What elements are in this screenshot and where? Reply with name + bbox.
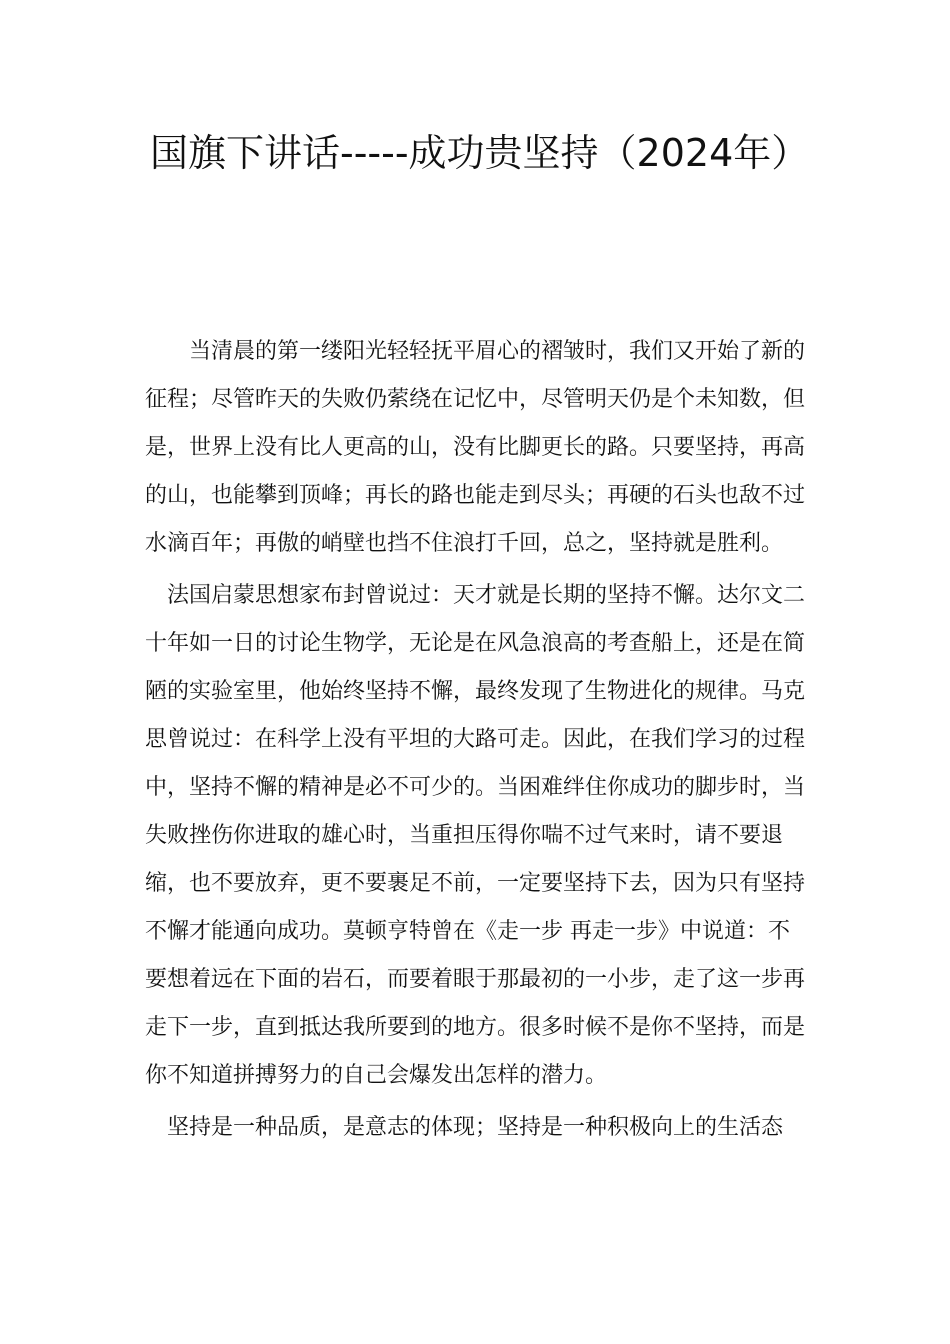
paragraph-3: 坚持是一种品质，是意志的体现；坚持是一种积极向上的生活态 [167,1115,784,1140]
document-title: 国旗下讲话-----成功贵坚持（2024年） [150,131,810,175]
paragraph-2: 法国启蒙思想家布封曾说过：天才就是长期的坚持不懈。达尔文二十年如一日的讨论生物学，无论是在风急浪高的考查船上，还是在简陋的实验室里，他始终坚持不懈，最终发现了生物进化的规律。马克思曾说过：在科学上没有平坦的大路可走。因此，在我们学习的过程中，坚持不懈的精神是必不可少的。当困难绊住你成功的脚步时，当失败挫伤你进取的雄心时，当重担压得你喘不过气来时，请不要退缩，也不要放弃，更不要裹足不前，一定要坚持下去，因为只有坚持不懈才能通向成功。莫顿亨特曾在《走一步 再走一步》中说道：不要想着远在下面的岩石，而要着眼于那最初的一小步，走了这一步再走下一步，直到抵达我所要到的地方。很多时候不是你不坚持，而是你不知道拼搏努力的自己会爆发出怎样的潜力。 [145,583,806,1088]
paragraph-1: 当清晨的第一缕阳光轻轻抚平眉心的褶皱时，我们又开始了新的征程；尽管昨天的失败仍萦绕在记忆中，尽管明天仍是个未知数，但是，世界上没有比人更高的山，没有比脚更长的路。只要坚持，再高的山，也能攀到顶峰；再长的路也能走到尽头；再硬的石头也敌不过水滴百年；再傲的峭壁也挡不住浪打千回，总之，坚持就是胜利。 [145,339,806,556]
document-body [145,328,810,1152]
